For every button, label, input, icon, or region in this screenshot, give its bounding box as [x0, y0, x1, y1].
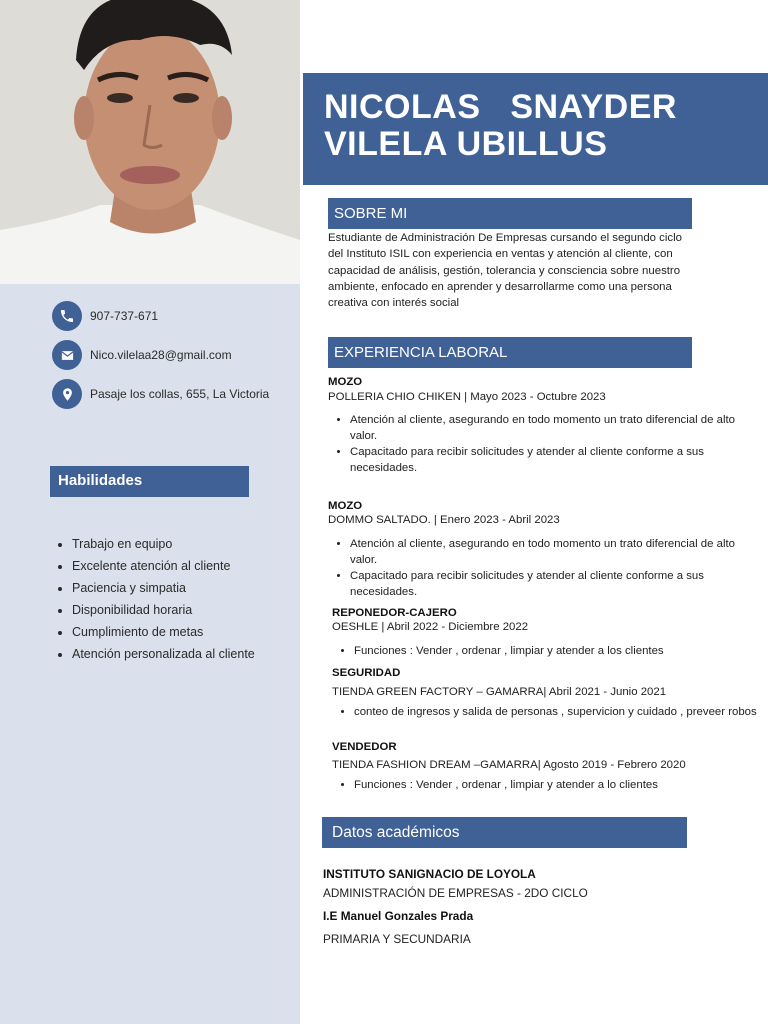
contact-email — [52, 340, 232, 370]
job-role: SEGURIDAD — [332, 667, 401, 679]
location-pin-icon — [52, 379, 82, 409]
job-role: REPONEDOR-CAJERO — [332, 607, 457, 619]
job-place: POLLERIA CHIO CHIKEN | Mayo 2023 - Octubre 2023 — [328, 391, 606, 403]
about-heading: SOBRE MI — [328, 198, 692, 229]
list-item: • Trabajo en equipo — [72, 533, 269, 555]
school-program: ADMINISTRACIÓN DE EMPRESAS - 2DO CICLO — [323, 886, 588, 900]
job-bullets — [328, 412, 760, 476]
job-role: MOZO — [328, 500, 363, 512]
school-name: INSTITUTO SANIGNACIO DE LOYOLA — [323, 867, 536, 881]
list-item: • Cumplimiento de metas — [72, 621, 269, 643]
job-place: OESHLE | Abril 2022 - Diciembre 2022 — [332, 621, 529, 633]
school-name: I.E Manuel Gonzales Prada — [323, 909, 474, 923]
about-text: Estudiante de Administración De Empresas cursando el segundo ciclo del Instituto ISIL con experiencia en ventas y atención al cliente, con capacidad de análisis, gestión, tolerancia y consciencia sobre nuestro ambiente, enfocado en aprender y desarrollarme como una persona creativa con interés social — [328, 232, 682, 310]
job-place: DOMMO SALTADO. | Enero 2023 - Abril 2023 — [328, 514, 560, 526]
education-heading: Datos académicos — [322, 817, 687, 848]
skills-heading: Habilidades — [50, 466, 249, 497]
job-bullets — [332, 643, 760, 659]
address-text: Pasaje los collas, 655, La Victoria — [90, 387, 270, 401]
phone-icon — [52, 301, 82, 331]
list-item: • Capacitado para recibir solicitudes y atender al cliente conforme a sus necesidades. — [350, 444, 760, 476]
job-role: VENDEDOR — [332, 741, 397, 753]
list-item: • Excelente atención al cliente — [72, 555, 269, 577]
job-bullets — [328, 536, 760, 600]
profile-photo — [0, 0, 300, 284]
phone-text: 907-737-671 — [90, 309, 159, 323]
contact-phone — [52, 301, 158, 331]
list-item: • Atención al cliente, asegurando en todo momento un trato diferencial de alto valor. — [350, 412, 760, 444]
list-item: • Capacitado para recibir solicitudes y atender al cliente conforme a sus necesidades. — [350, 568, 760, 600]
list-item: • Funciones : Vender , ordenar , limpiar y atender a lo clientes — [354, 777, 760, 793]
school-program: PRIMARIA Y SECUNDARIA — [323, 932, 471, 946]
name-first-line: NICOLAS SNAYDER — [324, 88, 677, 126]
mail-icon — [52, 340, 82, 370]
job-bullets — [332, 777, 760, 793]
list-item: • Funciones : Vender , ordenar , limpiar y atender a los clientes — [354, 643, 760, 659]
job-role: MOZO — [328, 376, 363, 388]
list-item: • Paciencia y simpatia — [72, 577, 269, 599]
list-item: • Atención personalizada al cliente — [72, 643, 269, 665]
job-place: TIENDA FASHION DREAM –GAMARRA| Agosto 2019 - Febrero 2020 — [332, 759, 686, 771]
contact-address — [52, 379, 269, 409]
list-item: • conteo de ingresos y salida de personas , supervicion y cuidado , preveer robos — [354, 704, 760, 720]
name-second-line: VILELA UBILLUS — [324, 125, 608, 163]
list-item: • Disponibilidad horaria — [72, 599, 269, 621]
experience-heading: EXPERIENCIA LABORAL — [328, 337, 692, 368]
job-place: TIENDA GREEN FACTORY – GAMARRA| Abril 2021 - Junio 2021 — [332, 686, 667, 698]
list-item: • Atención al cliente, asegurando en todo momento un trato diferencial de alto valor. — [350, 536, 760, 568]
skills-list — [52, 533, 269, 665]
job-bullets — [332, 704, 760, 720]
email-text: Nico.vilelaa28@gmail.com — [90, 348, 232, 362]
